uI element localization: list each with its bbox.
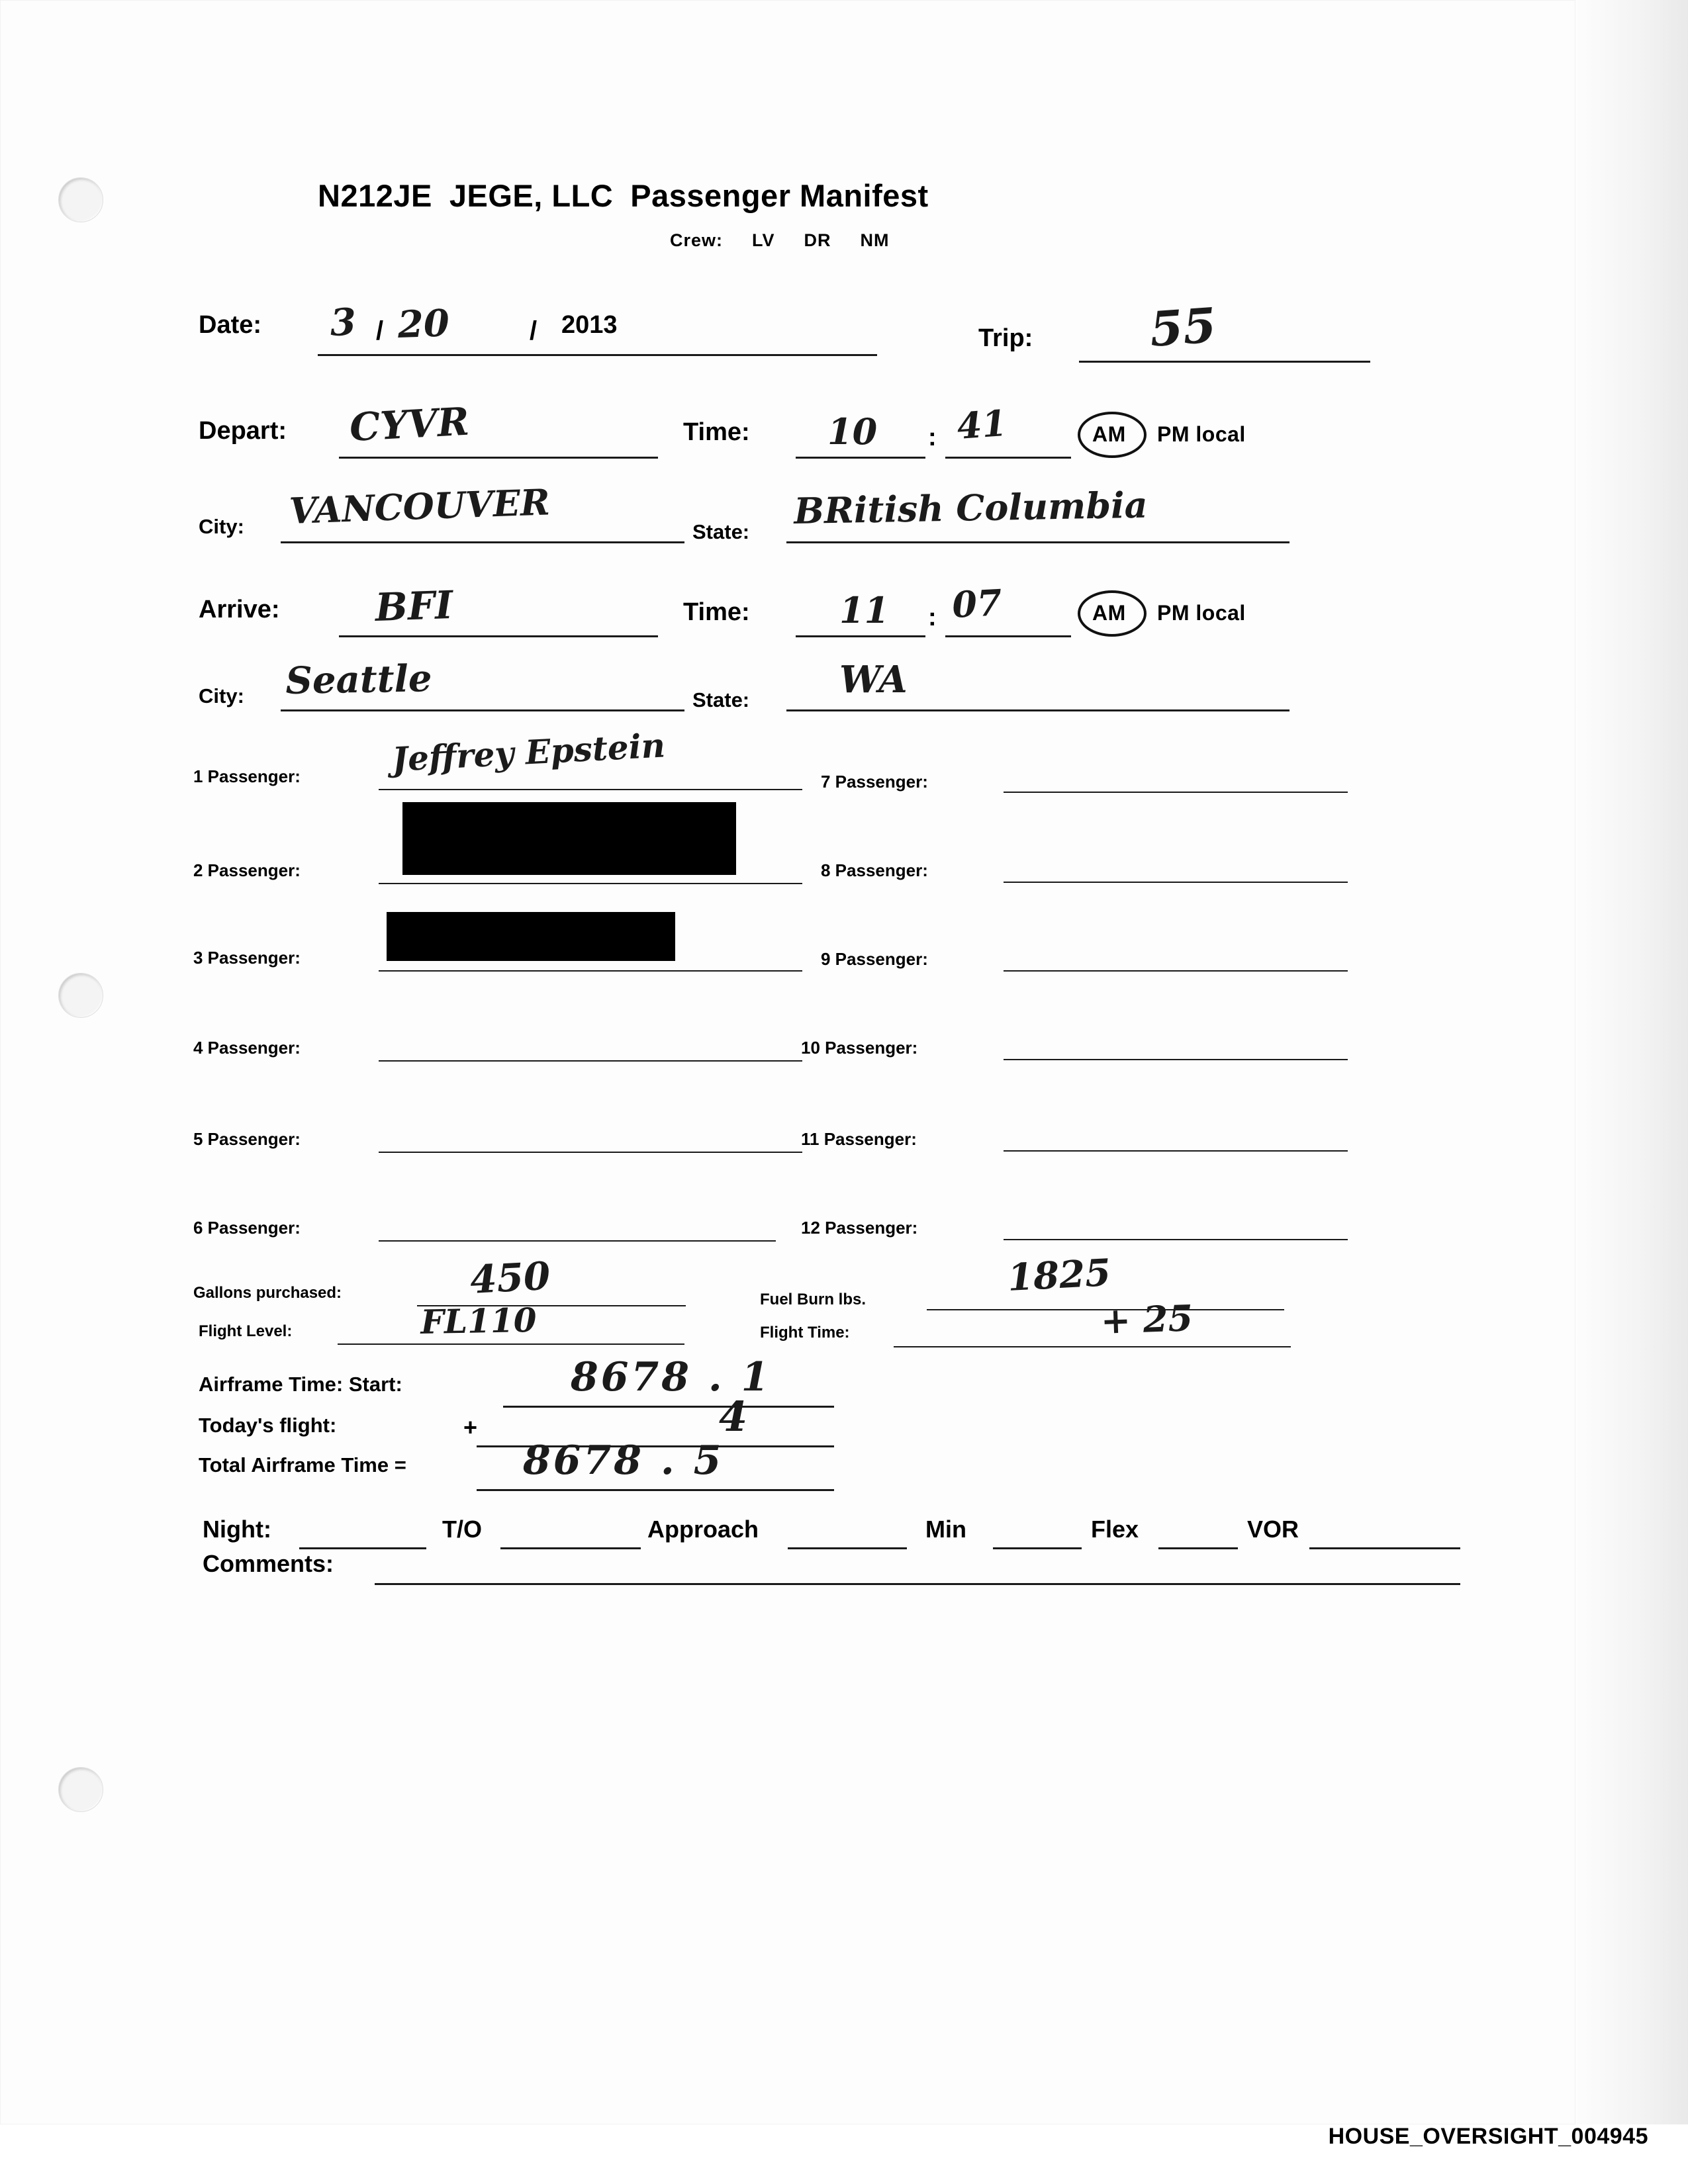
arrive-state-label: State: — [692, 688, 750, 711]
vor-rule — [1309, 1547, 1460, 1549]
takeoff-label: T/O — [442, 1516, 482, 1543]
arrive-time-label: Time: — [683, 598, 750, 626]
today-flight-plus: + — [463, 1414, 478, 1441]
approach-label: Approach — [647, 1516, 759, 1543]
crew-member-3: NM — [860, 230, 890, 250]
form-title — [318, 177, 929, 214]
min-label: Min — [925, 1516, 966, 1543]
arrive-rule — [339, 635, 658, 637]
crew-member-1: LV — [752, 230, 775, 250]
passenger-9-rule — [1004, 970, 1348, 972]
arrive-am-option[interactable]: AM — [1092, 601, 1126, 625]
passenger-1-label: 1 Passenger: — [193, 766, 301, 786]
passenger-10-rule — [1004, 1059, 1348, 1060]
passenger-1-rule — [379, 789, 802, 790]
takeoff-rule — [500, 1547, 641, 1549]
arrive-city-value: Seattle — [285, 657, 432, 703]
passenger-5-label: 5 Passenger: — [193, 1129, 301, 1149]
flight-time-value: + 25 — [1100, 1297, 1194, 1342]
today-flight-value: 4 — [719, 1392, 748, 1441]
trip-label: Trip: — [978, 324, 1033, 352]
arrive-city-label: City: — [199, 684, 244, 707]
comments-label: Comments: — [203, 1550, 334, 1577]
depart-time-min-rule — [945, 457, 1071, 459]
date-slash-2: / — [530, 316, 538, 345]
passenger-7-rule — [1004, 792, 1348, 793]
punch-hole-top — [58, 177, 103, 222]
fuel-burn-value: 1825 — [1006, 1250, 1112, 1300]
date-slash-1: / — [376, 316, 384, 345]
depart-value: CYVR — [348, 398, 471, 450]
passenger-2-rule — [379, 883, 802, 884]
punch-hole-bottom — [58, 1767, 103, 1812]
airframe-start-rule — [503, 1406, 834, 1408]
manifest-title: Passenger Manifest — [630, 178, 929, 213]
passenger-11-label: 11 Passenger: — [801, 1129, 917, 1149]
arrive-label: Arrive: — [199, 596, 280, 623]
depart-time-min: 41 — [955, 401, 1008, 447]
arrive-time-min-rule — [945, 635, 1071, 637]
crew-line — [670, 230, 890, 251]
flight-level-rule — [338, 1343, 684, 1345]
flex-rule — [1158, 1547, 1238, 1549]
arrive-state-value: WA — [839, 658, 908, 702]
passenger-3-label: 3 Passenger: — [193, 948, 301, 968]
arrive-time-hour-rule — [796, 635, 925, 637]
arrive-time-min: 07 — [951, 581, 1004, 626]
depart-time-hour: 10 — [827, 410, 878, 453]
depart-state-value: BRitish Columbia — [793, 483, 1149, 532]
night-rule — [299, 1547, 426, 1549]
passenger-1-value: Jeffrey Epstein — [391, 725, 667, 779]
passenger-4-rule — [379, 1060, 802, 1062]
arrive-time-colon: : — [928, 604, 937, 631]
flight-level-value: FL110 — [420, 1300, 538, 1342]
approach-rule — [788, 1547, 907, 1549]
passenger-12-rule — [1004, 1239, 1348, 1240]
arrive-time-hour: 11 — [839, 589, 890, 631]
depart-time-colon: : — [928, 424, 937, 451]
min-rule — [993, 1547, 1082, 1549]
total-airframe-value: 8678 . 5 — [523, 1437, 724, 1484]
total-airframe-rule — [477, 1489, 834, 1491]
depart-state-label: State: — [692, 520, 750, 543]
arrive-city-rule — [281, 709, 684, 711]
night-label: Night: — [203, 1516, 271, 1543]
arrive-state-rule — [786, 709, 1289, 711]
punch-hole-middle — [58, 973, 103, 1018]
flight-time-rule — [894, 1346, 1291, 1347]
passenger-8-label: 8 Passenger: — [821, 860, 928, 880]
passenger-2-label: 2 Passenger: — [193, 860, 301, 880]
passenger-6-label: 6 Passenger: — [193, 1218, 301, 1238]
passenger-3-redaction — [387, 912, 675, 961]
crew-member-2: DR — [804, 230, 831, 250]
flex-label: Flex — [1091, 1516, 1139, 1543]
total-airframe-label: Total Airframe Time = — [199, 1453, 406, 1477]
gallons-purchased-value: 450 — [469, 1253, 551, 1302]
depart-city-value: VANCOUVER — [288, 480, 551, 532]
date-label: Date: — [199, 311, 262, 339]
date-day-value: 20 — [397, 301, 450, 347]
date-month-value: 3 — [329, 300, 357, 345]
passenger-2-redaction — [402, 802, 736, 875]
depart-state-rule — [786, 541, 1289, 543]
passenger-8-rule — [1004, 882, 1348, 883]
passenger-3-rule — [379, 970, 802, 972]
depart-label: Depart: — [199, 417, 287, 445]
passenger-4-label: 4 Passenger: — [193, 1038, 301, 1058]
arrive-pm-local-option[interactable]: PM local — [1157, 601, 1246, 625]
bates-number: HOUSE_OVERSIGHT_004945 — [1328, 2124, 1648, 2149]
comments-rule — [375, 1583, 1460, 1585]
trip-value: 55 — [1148, 296, 1218, 357]
operator-name: JEGE, LLC — [449, 178, 614, 213]
depart-time-hour-rule — [796, 457, 925, 459]
tail-number: N212JE — [318, 178, 432, 213]
today-flight-label: Today's flight: — [199, 1414, 337, 1437]
date-rule — [318, 354, 877, 356]
trip-rule — [1079, 361, 1370, 363]
depart-pm-local-option[interactable]: PM local — [1157, 422, 1246, 446]
airframe-start-label: Airframe Time: Start: — [199, 1373, 402, 1396]
fuel-burn-label: Fuel Burn lbs. — [760, 1291, 867, 1308]
passenger-6-rule — [379, 1240, 776, 1242]
passenger-10-label: 10 Passenger: — [801, 1038, 918, 1058]
passenger-9-label: 9 Passenger: — [821, 949, 928, 969]
flight-level-label: Flight Level: — [199, 1322, 293, 1340]
passenger-5-rule — [379, 1152, 802, 1153]
depart-city-label: City: — [199, 515, 244, 538]
airframe-start-value: 8678 . 1 — [571, 1354, 772, 1400]
passenger-12-label: 12 Passenger: — [801, 1218, 918, 1238]
flight-time-label: Flight Time: — [760, 1324, 850, 1342]
crew-label: Crew: — [670, 230, 724, 250]
depart-rule — [339, 457, 658, 459]
passenger-11-rule — [1004, 1150, 1348, 1152]
date-year-value: 2013 — [561, 311, 618, 339]
arrive-value: BFI — [374, 582, 454, 630]
gallons-purchased-label: Gallons purchased: — [193, 1284, 342, 1302]
depart-time-label: Time: — [683, 418, 750, 446]
vor-label: VOR — [1247, 1516, 1299, 1543]
depart-am-option[interactable]: AM — [1092, 422, 1126, 446]
page-edge-shadow — [1575, 0, 1688, 2124]
depart-city-rule — [281, 541, 684, 543]
passenger-7-label: 7 Passenger: — [821, 772, 928, 792]
